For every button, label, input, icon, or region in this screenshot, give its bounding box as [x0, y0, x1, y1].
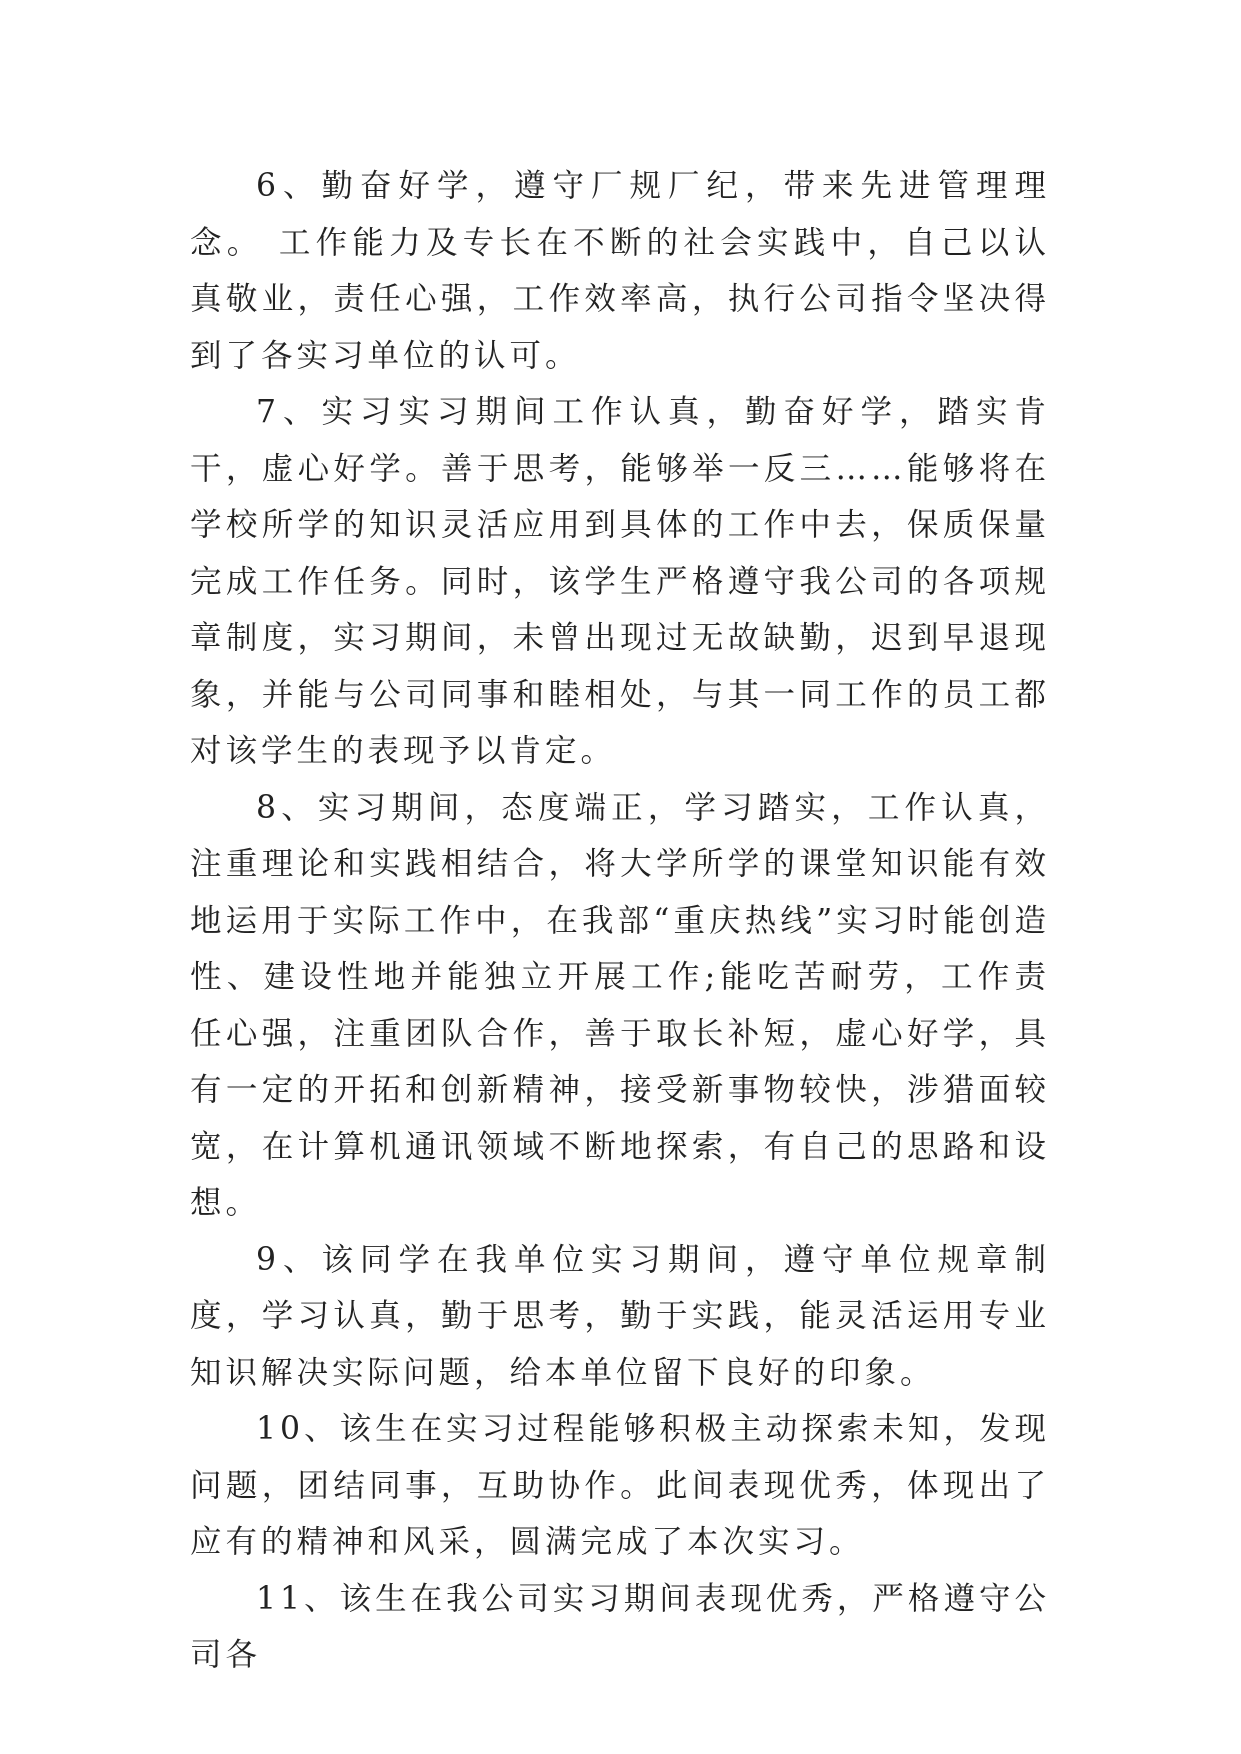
paragraph-11: 11、该生在我公司实习期间表现优秀，严格遵守公司各	[190, 1580, 1050, 1673]
paragraph-7: 7、实习实习期间工作认真，勤奋好学，踏实肯干，虚心好学。善于思考，能够举一反三……能够将在学校所学的知识灵活应用到具体的工作中去，保质保量完成工作任务。同时，该学生严格遵守我公司的各项规章制度，实习期间，未曾出现过无故缺勤，迟到早退现象，并能与公司同事和睦相处，与其一同工作的员工都对该学生的表现予以肯定。	[190, 394, 1050, 769]
document-body	[190, 158, 1050, 1684]
paragraph-6: 6、勤奋好学，遵守厂规厂纪，带来先进管理理念。 工作能力及专长在不断的社会实践中，自己以认真敬业，责任心强，工作效率高，执行公司指令坚决得到了各实习单位的认可。	[190, 168, 1050, 374]
paragraph-10: 10、该生在实习过程能够积极主动探索未知，发现问题，团结同事，互助协作。此间表现优秀，体现出了应有的精神和风采，圆满完成了本次实习。	[190, 1411, 1050, 1560]
paragraph-9: 9、该同学在我单位实习期间，遵守单位规章制度，学习认真，勤于思考，勤于实践，能灵活运用专业知识解决实际问题，给本单位留下良好的印象。	[190, 1241, 1050, 1391]
paragraph-8: 8、实习期间，态度端正，学习踏实，工作认真，注重理论和实践相结合，将大学所学的课堂知识能有效地运用于实际工作中，在我部“重庆热线”实习时能创造性、建设性地并能独立开展工作;能吃苦耐劳，工作责任心强，注重团队合作，善于取长补短，虚心好学，具有一定的开拓和创新精神，接受新事物较快，涉猎面较宽，在计算机通讯领域不断地探索，有自己的思路和设想。	[190, 789, 1050, 1221]
